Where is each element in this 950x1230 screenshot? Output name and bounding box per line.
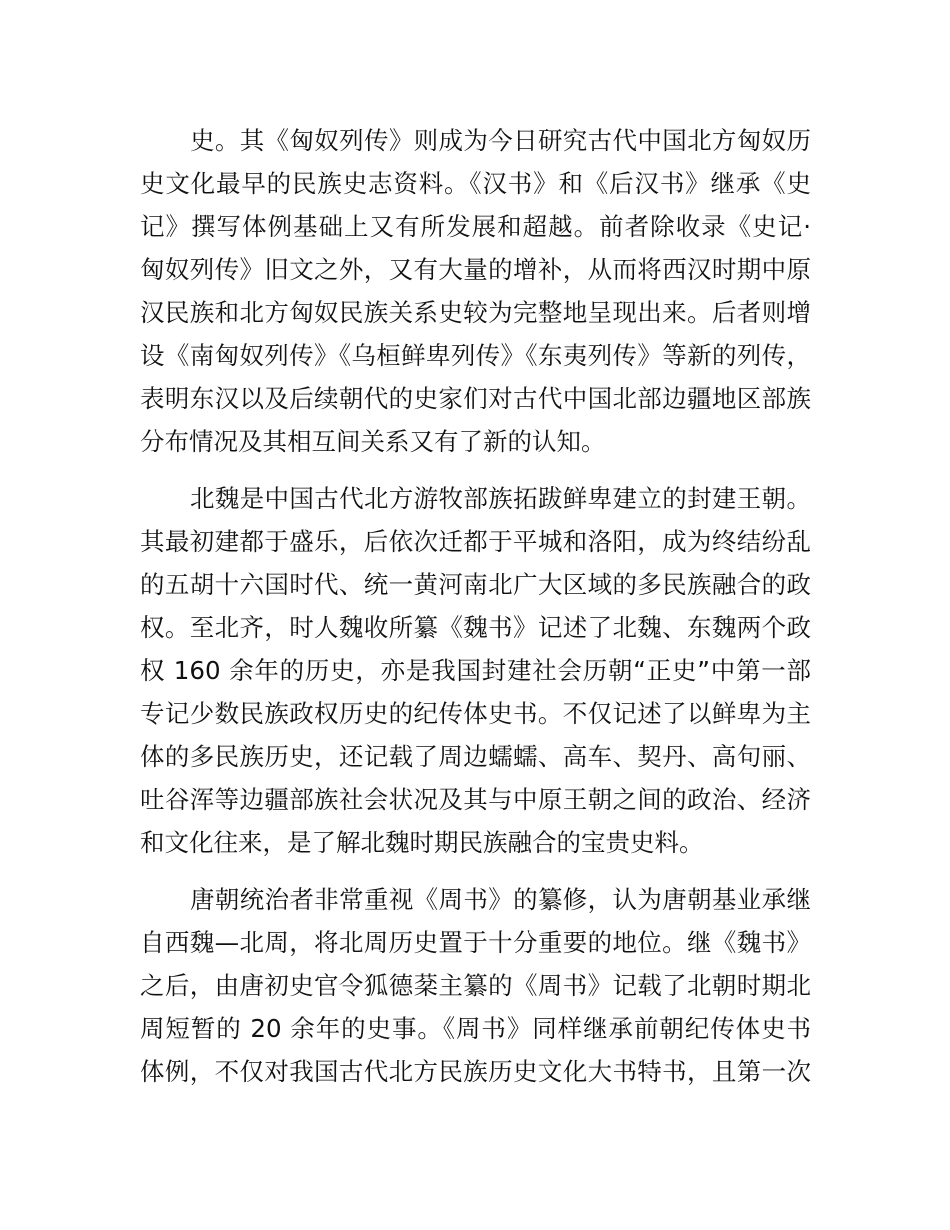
text-line: 权 160 余年的历史，亦是我国封建社会历朝“正史”中第一部 — [140, 655, 811, 685]
text-line: 北魏是中国古代北方游牧部族拓跋鲜卑建立的封建王朝。 — [190, 483, 811, 513]
text-line: 周短暂的 20 余年的史事。《周书》同样继承前朝纪传体史书 — [140, 1013, 811, 1043]
text-line: 匈奴列传》旧文之外，又有大量的增补，从而将西汉时期中原 — [140, 254, 811, 284]
text-line: 史。其《匈奴列传》则成为今日研究古代中国北方匈奴历 — [190, 125, 811, 155]
text-line: 体的多民族历史，还记载了周边蠕蠕、高车、契丹、高句丽、 — [140, 741, 811, 771]
text-line: 之后，由唐初史官令狐德棻主纂的《周书》记载了北朝时期北 — [140, 970, 811, 1000]
text-line: 史文化最早的民族史志资料。《汉书》和《后汉书》继承《史 — [140, 168, 811, 198]
text-line: 吐谷浑等边疆部族社会状况及其与中原王朝之间的政治、经济 — [140, 784, 811, 814]
text-line: 专记少数民族政权历史的纪传体史书。不仅记述了以鲜卑为主 — [140, 698, 811, 728]
text-line: 设《南匈奴列传》《乌桓鲜卑列传》《东夷列传》等新的列传， — [140, 340, 811, 370]
text-line: 表明东汉以及后续朝代的史家们对古代中国北部边疆地区部族 — [140, 383, 811, 413]
text-line: 自西魏—北周，将北周历史置于十分重要的地位。继《魏书》 — [140, 927, 811, 957]
text-line: 权。至北齐，时人魏收所纂《魏书》记述了北魏、东魏两个政 — [140, 612, 811, 642]
text-line: 记》撰写体例基础上又有所发展和超越。前者除收录《史记· — [140, 211, 811, 241]
text-line: 其最初建都于盛乐，后依次迁都于平城和洛阳，成为终结纷乱 — [140, 526, 811, 556]
text-line: 和文化往来，是了解北魏时期民族融合的宝贵史料。 — [140, 827, 704, 857]
text-line: 的五胡十六国时代、统一黄河南北广大区域的多民族融合的政 — [140, 569, 811, 599]
text-line: 汉民族和北方匈奴民族关系史较为完整地呈现出来。后者则增 — [140, 297, 811, 327]
text-line: 唐朝统治者非常重视《周书》的纂修，认为唐朝基业承继 — [190, 884, 811, 914]
text-line: 体例，不仅对我国古代北方民族历史文化大书特书，且第一次 — [140, 1056, 811, 1086]
text-line: 分布情况及其相互间关系又有了新的认知。 — [140, 426, 606, 456]
